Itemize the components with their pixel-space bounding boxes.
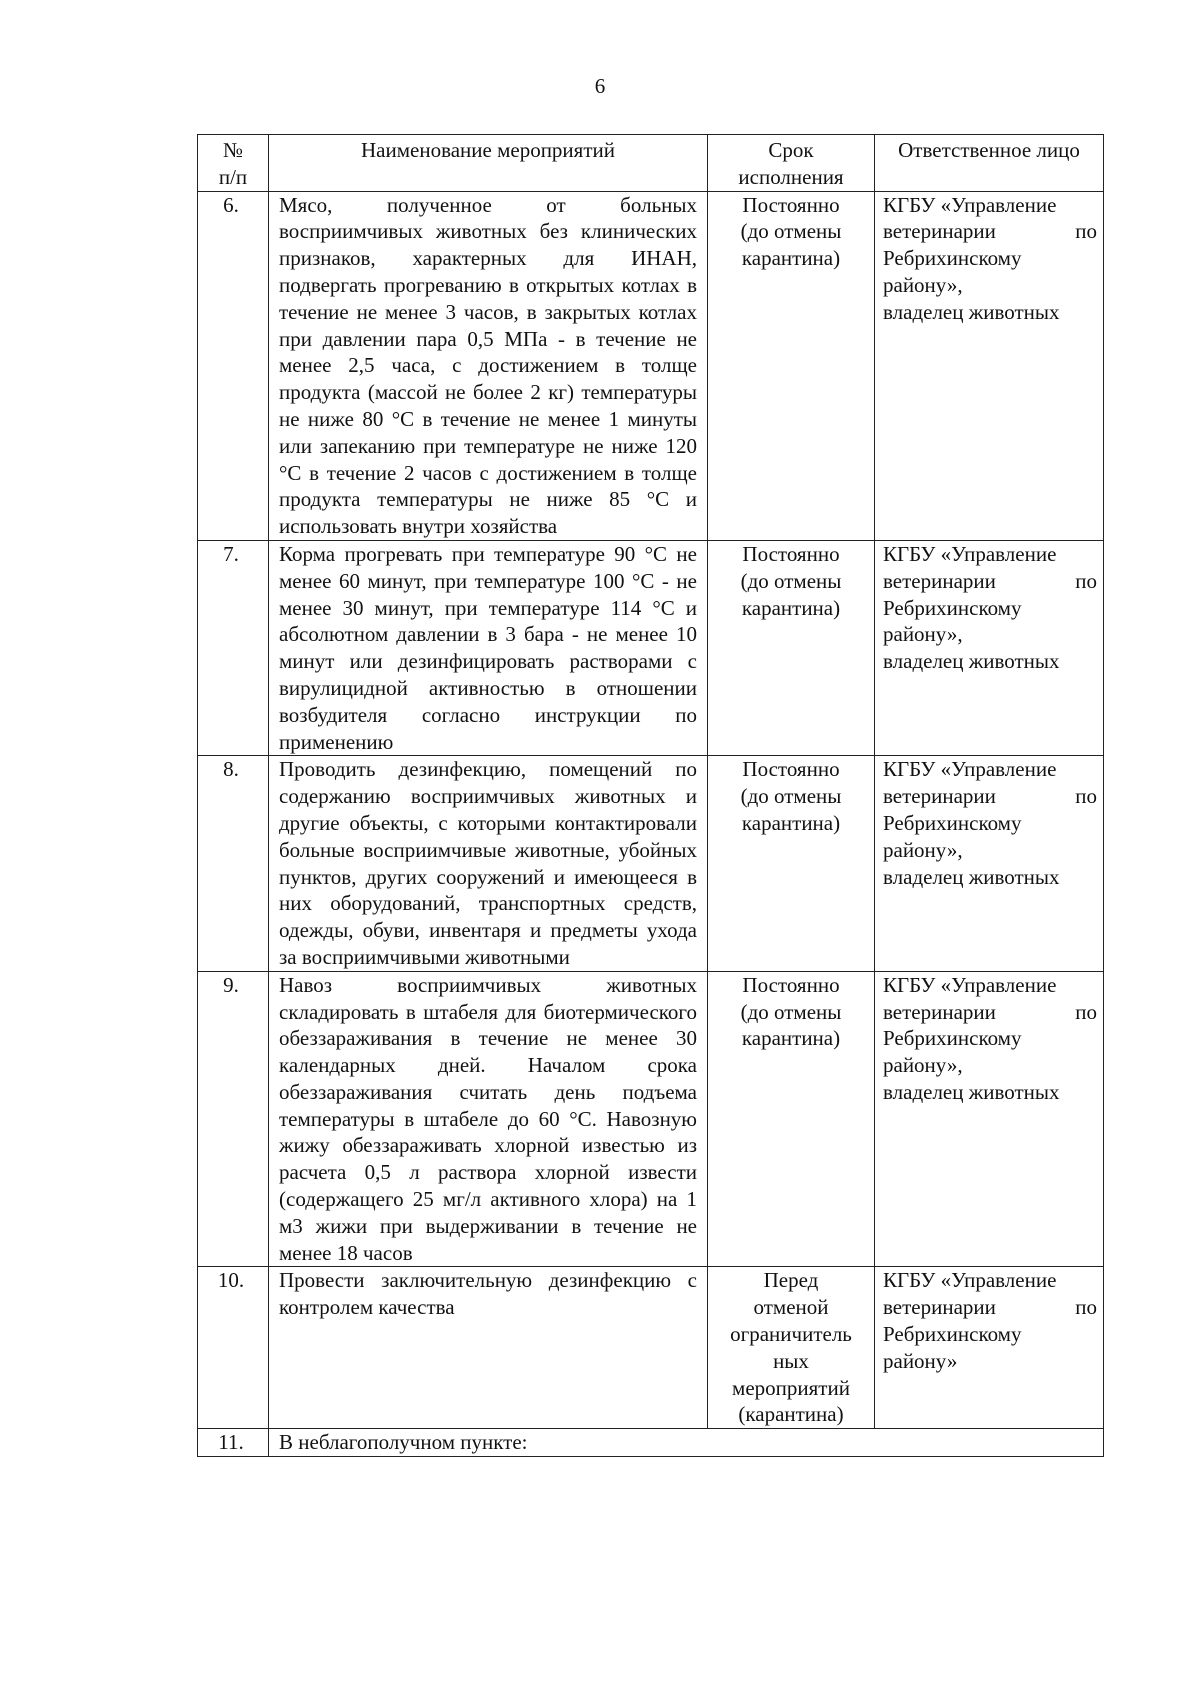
- term-line: Постоянно: [742, 541, 840, 566]
- responsible-line: Ребрихинскому: [883, 1026, 1022, 1051]
- row-number: 9.: [198, 971, 269, 1267]
- term-line: (до отмены: [740, 999, 842, 1024]
- term-line: карантина): [741, 595, 841, 620]
- header-name: [269, 135, 708, 192]
- responsible-line: Ребрихинскому: [883, 595, 1022, 620]
- header-term-line: исполнения: [738, 164, 844, 189]
- row-measure: Корма прогревать при температуре 90 °С не менее 60 минут, при температуре 100 °С - не менее 30 минут, при температуре 114 °С и абсолютном давлении в 3 бара - не менее 10 минут или дезинфицировать растворами с вирулицидной активностью в отношении возбудителя согласно инструкции по применению: [269, 540, 708, 755]
- term-line: Постоянно: [742, 192, 840, 217]
- table-row: [198, 971, 1104, 1267]
- term-line: мероприятий: [732, 1375, 850, 1400]
- term-line: (карантина): [738, 1402, 844, 1427]
- responsible-line: ветеринарии по: [883, 568, 1097, 593]
- responsible-line: ветеринарии по: [883, 784, 1097, 809]
- term-line: карантина): [741, 246, 841, 271]
- row-responsible: [875, 191, 1104, 540]
- row-number: 10.: [198, 1267, 269, 1429]
- responsible-line: владелец животных: [883, 864, 1060, 889]
- responsible-line: району»: [883, 1348, 958, 1373]
- table-row: [198, 191, 1104, 540]
- term-line: (до отмены: [740, 219, 842, 244]
- responsible-line: ветеринарии по: [883, 219, 1097, 244]
- row-responsible: [875, 756, 1104, 971]
- row-responsible: [875, 971, 1104, 1267]
- responsible-line: КГБУ «Управление: [883, 541, 1057, 566]
- responsible-line: Ребрихинскому: [883, 810, 1022, 835]
- term-line: (до отмены: [740, 784, 842, 809]
- term-line: ограничитель: [730, 1322, 852, 1347]
- measures-table: [197, 134, 1104, 1457]
- term-line: карантина): [741, 1026, 841, 1051]
- row-term: [708, 971, 875, 1267]
- header-num-line: п/п: [218, 164, 248, 189]
- header-num: [198, 135, 269, 192]
- table-row: [198, 756, 1104, 971]
- responsible-line: Ребрихинскому: [883, 1322, 1022, 1347]
- row-measure: В неблагополучном пункте:: [269, 1429, 1104, 1457]
- responsible-line: ветеринарии по: [883, 999, 1097, 1024]
- header-name-label: Наименование мероприятий: [361, 138, 615, 162]
- responsible-line: району»,: [883, 1053, 963, 1078]
- responsible-line: району»,: [883, 272, 963, 297]
- responsible-line: владелец животных: [883, 1079, 1060, 1104]
- header-responsible-label: Ответственное лицо: [898, 138, 1080, 162]
- row-measure: Навоз восприимчивых животных складировать в штабеля для биотермического обеззараживания в течение не менее 30 календарных дней. Началом срока обеззараживания считать день подъема температуры в штабеле до 60 °С. Навозную жижу обеззараживать хлорной известью из расчета 0,5 л раствора хлорной извести (содержащего 25 мг/л активного хлора) на 1 м3 жижи при выдерживании в течение не менее 18 часов: [269, 971, 708, 1267]
- responsible-line: ветеринарии по: [883, 1295, 1097, 1320]
- responsible-line: КГБУ «Управление: [883, 192, 1057, 217]
- responsible-line: КГБУ «Управление: [883, 1268, 1057, 1293]
- header-responsible: [875, 135, 1104, 192]
- row-measure: Проводить дезинфекцию, помещений по содержанию восприимчивых животных и другие объекты, с которыми контактировали больные восприимчивые животные, убойных пунктов, других сооружений и имеющееся в них оборудований, транспортных средств, одежды, обуви, инвентаря и предметы ухода за восприимчивыми животными: [269, 756, 708, 971]
- row-responsible: [875, 540, 1104, 755]
- term-line: Постоянно: [742, 972, 840, 997]
- header-term: [708, 135, 875, 192]
- row-term: [708, 756, 875, 971]
- term-line: ных: [773, 1348, 809, 1373]
- header-num-line: №: [222, 138, 244, 162]
- row-number: 11.: [198, 1429, 269, 1457]
- responsible-line: КГБУ «Управление: [883, 972, 1057, 997]
- term-line: Перед: [763, 1268, 819, 1293]
- responsible-line: владелец животных: [883, 649, 1060, 674]
- row-measure: Мясо, полученное от больных восприимчивых животных без клинических признаков, характерных для ИНАН, подвергать прогреванию в открытых котлах в течение не менее 3 часов, в закрытых котлах при давлении пара 0,5 МПа - в течение не менее 2,5 часа, с достижением в толще продукта (массой не более 2 кг) температуры не ниже 80 °С в течение не менее 1 минуты или запеканию при температуре не ниже 120 °С в течение 2 часов с достижением в толще продукта температуры не ниже 85 °С и использовать внутри хозяйства: [269, 191, 708, 540]
- header-term-line: Срок: [768, 138, 814, 162]
- table-row: [198, 1267, 1104, 1429]
- table-row: [198, 540, 1104, 755]
- row-measure: Провести заключительную дезинфекцию с контролем качества: [269, 1267, 708, 1429]
- responsible-line: владелец животных: [883, 299, 1060, 324]
- row-number: 7.: [198, 540, 269, 755]
- row-responsible: [875, 1267, 1104, 1429]
- page-number: 6: [594, 74, 606, 98]
- term-line: Постоянно: [742, 757, 840, 782]
- responsible-line: району»,: [883, 622, 963, 647]
- row-term: [708, 540, 875, 755]
- row-term: [708, 1267, 875, 1429]
- table-header-row: [198, 135, 1104, 192]
- term-line: (до отмены: [740, 568, 842, 593]
- row-term: [708, 191, 875, 540]
- responsible-line: КГБУ «Управление: [883, 757, 1057, 782]
- term-line: карантина): [741, 810, 841, 835]
- responsible-line: району»,: [883, 837, 963, 862]
- table-row: [198, 1429, 1104, 1457]
- row-number: 8.: [198, 756, 269, 971]
- row-number: 6.: [198, 191, 269, 540]
- term-line: отменой: [753, 1295, 829, 1320]
- responsible-line: Ребрихинскому: [883, 246, 1022, 271]
